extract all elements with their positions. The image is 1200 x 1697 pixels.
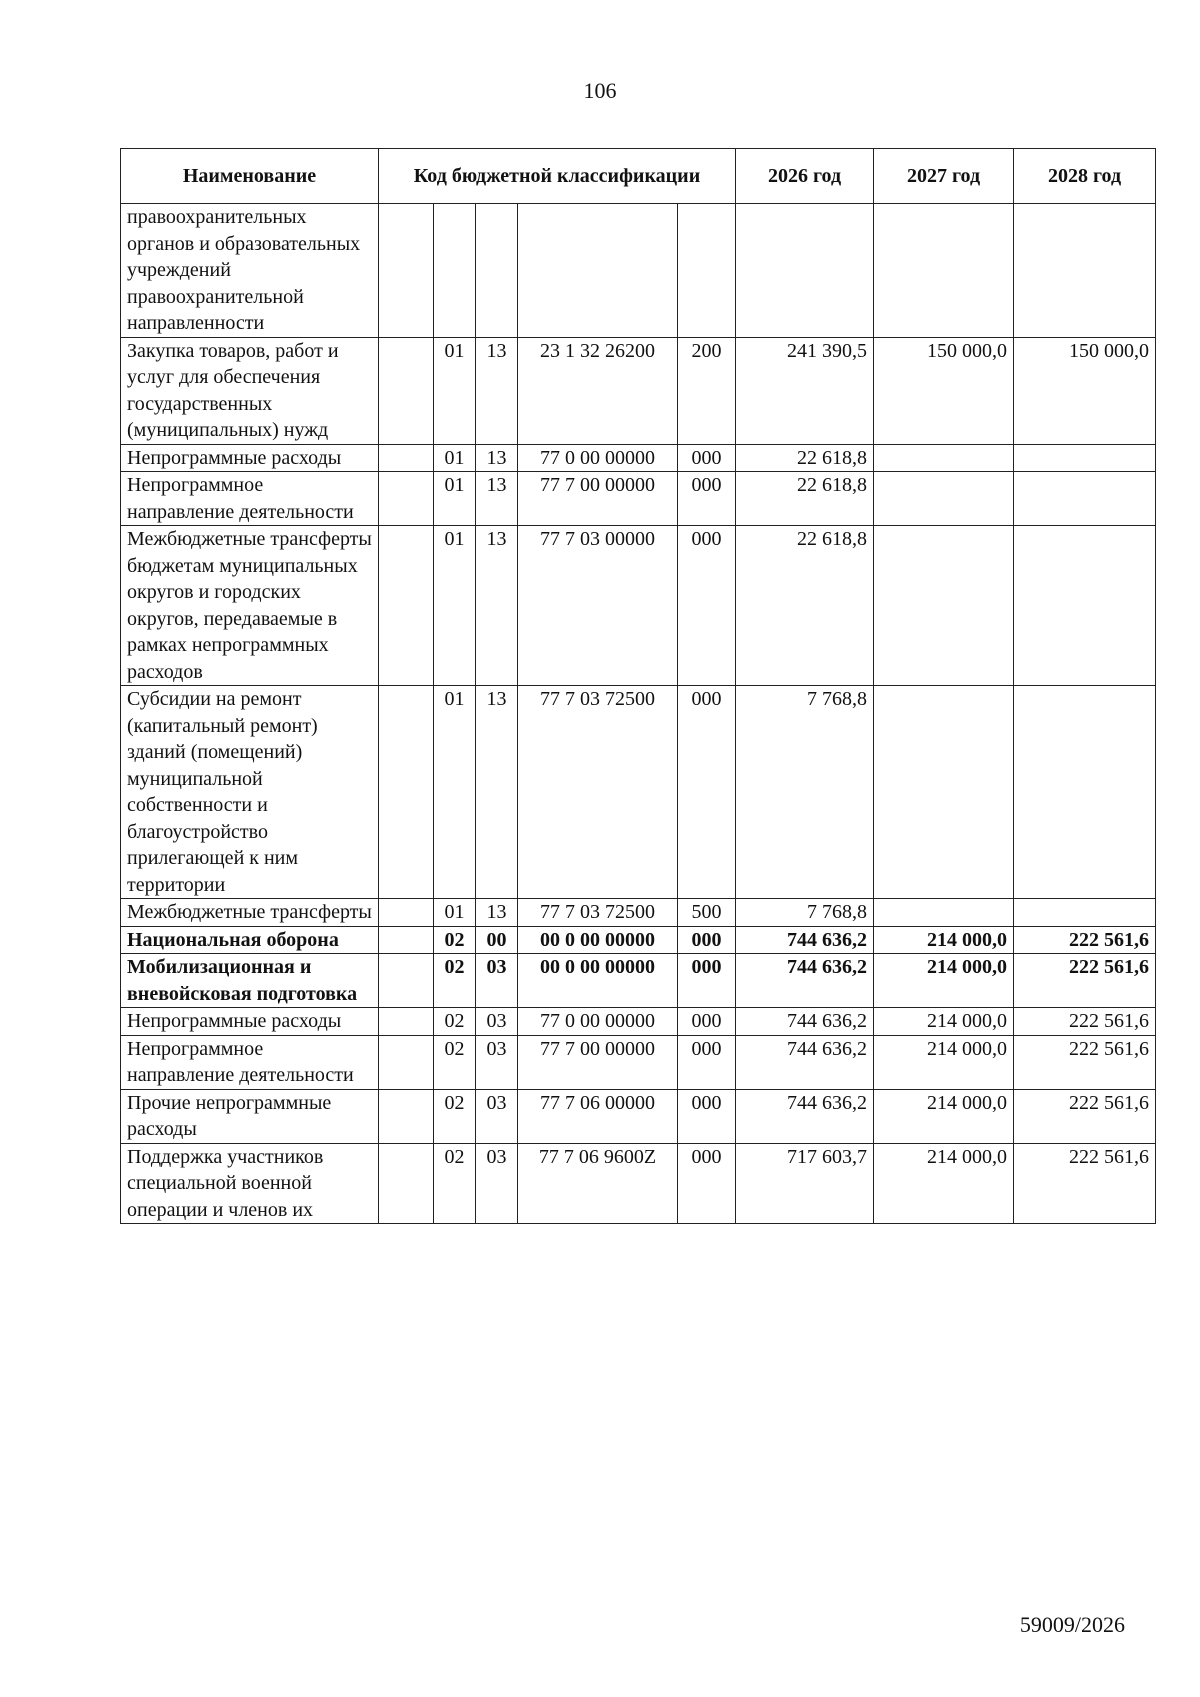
row-name: правоохранительных органов и образовательных учреждений правоохранительной направленности: [121, 204, 379, 338]
row-value-2027: [874, 472, 1014, 526]
row-value-2027: [874, 204, 1014, 338]
table-row: [121, 1008, 1156, 1036]
row-value-2028: [1014, 686, 1156, 899]
row-target-article: 77 0 00 00000: [518, 1008, 678, 1036]
row-empty-cell: [379, 472, 434, 526]
row-value-2027: 214 000,0: [874, 1143, 1014, 1224]
row-name: Поддержка участников специальной военной операции и членов их: [121, 1143, 379, 1224]
row-razdel: 02: [434, 1008, 476, 1036]
row-expense-type: 500: [678, 899, 736, 927]
row-value-2027: 214 000,0: [874, 954, 1014, 1008]
row-empty-cell: [379, 926, 434, 954]
row-value-2027: 214 000,0: [874, 926, 1014, 954]
row-value-2028: 222 561,6: [1014, 954, 1156, 1008]
row-empty-cell: [379, 444, 434, 472]
row-razdel: 01: [434, 899, 476, 927]
row-podrazdel: 13: [476, 337, 518, 444]
row-empty-cell: [379, 526, 434, 686]
row-value-2026: 744 636,2: [736, 926, 874, 954]
row-expense-type: 000: [678, 1035, 736, 1089]
row-expense-type: 000: [678, 472, 736, 526]
row-podrazdel: 03: [476, 1008, 518, 1036]
row-value-2027: 150 000,0: [874, 337, 1014, 444]
row-razdel: 02: [434, 1089, 476, 1143]
row-name: Межбюджетные трансферты: [121, 899, 379, 927]
table-row: [121, 1035, 1156, 1089]
row-razdel: 02: [434, 926, 476, 954]
row-expense-type: 000: [678, 1143, 736, 1224]
row-value-2027: [874, 444, 1014, 472]
row-value-2026: 744 636,2: [736, 1035, 874, 1089]
row-razdel: 02: [434, 1143, 476, 1224]
row-razdel: 01: [434, 472, 476, 526]
table-row: [121, 926, 1156, 954]
row-value-2026: 7 768,8: [736, 686, 874, 899]
table-header-row: [121, 149, 1156, 204]
row-expense-type: 000: [678, 1089, 736, 1143]
table-row: [121, 204, 1156, 338]
table-row: [121, 526, 1156, 686]
row-value-2026: 7 768,8: [736, 899, 874, 927]
row-value-2027: [874, 686, 1014, 899]
row-expense-type: 000: [678, 1008, 736, 1036]
page-number: 106: [583, 78, 617, 103]
row-podrazdel: 13: [476, 526, 518, 686]
row-razdel: 02: [434, 1035, 476, 1089]
row-podrazdel: 03: [476, 1143, 518, 1224]
row-target-article: 77 7 03 72500: [518, 899, 678, 927]
row-name: Непрограммные расходы: [121, 1008, 379, 1036]
row-razdel: 01: [434, 526, 476, 686]
table-row: [121, 444, 1156, 472]
row-name: Непрограммное направление деятельности: [121, 1035, 379, 1089]
row-target-article: [518, 204, 678, 338]
row-target-article: 77 7 03 00000: [518, 526, 678, 686]
table-body: [121, 204, 1156, 1224]
row-value-2028: [1014, 204, 1156, 338]
table-row: [121, 1089, 1156, 1143]
table-row: [121, 954, 1156, 1008]
row-value-2027: 214 000,0: [874, 1035, 1014, 1089]
row-razdel: 01: [434, 686, 476, 899]
table-row: [121, 472, 1156, 526]
row-value-2027: [874, 899, 1014, 927]
row-expense-type: [678, 204, 736, 338]
row-value-2028: 222 561,6: [1014, 1035, 1156, 1089]
row-empty-cell: [379, 954, 434, 1008]
row-target-article: 77 7 06 9600Z: [518, 1143, 678, 1224]
row-value-2027: 214 000,0: [874, 1008, 1014, 1036]
table-row: [121, 899, 1156, 927]
header-2028: 2028 год: [1014, 149, 1156, 204]
row-value-2026: 22 618,8: [736, 526, 874, 686]
row-value-2026: 22 618,8: [736, 444, 874, 472]
row-empty-cell: [379, 899, 434, 927]
row-value-2026: 22 618,8: [736, 472, 874, 526]
row-name: Субсидии на ремонт (капитальный ремонт) зданий (помещений) муниципальной собственности и благоустройство прилегающей к ним территории: [121, 686, 379, 899]
budget-table: [120, 148, 1156, 1224]
table-row: [121, 337, 1156, 444]
row-name: Непрограммные расходы: [121, 444, 379, 472]
row-value-2027: [874, 526, 1014, 686]
row-empty-cell: [379, 204, 434, 338]
row-expense-type: 000: [678, 526, 736, 686]
row-expense-type: 000: [678, 686, 736, 899]
row-value-2028: 222 561,6: [1014, 1089, 1156, 1143]
table-row: [121, 1143, 1156, 1224]
row-value-2028: [1014, 526, 1156, 686]
row-value-2026: [736, 204, 874, 338]
row-name: Закупка товаров, работ и услуг для обеспечения государственных (муниципальных) нужд: [121, 337, 379, 444]
row-expense-type: 000: [678, 954, 736, 1008]
row-expense-type: 000: [678, 444, 736, 472]
row-expense-type: 200: [678, 337, 736, 444]
row-podrazdel: 13: [476, 686, 518, 899]
row-target-article: 00 0 00 00000: [518, 954, 678, 1008]
document-number: 59009/2026: [1019, 1612, 1125, 1637]
row-target-article: 77 7 06 00000: [518, 1089, 678, 1143]
row-value-2028: [1014, 444, 1156, 472]
row-name: Мобилизационная и вневойсковая подготовка: [121, 954, 379, 1008]
row-value-2026: 744 636,2: [736, 954, 874, 1008]
row-podrazdel: 00: [476, 926, 518, 954]
row-razdel: [434, 204, 476, 338]
row-expense-type: 000: [678, 926, 736, 954]
row-podrazdel: 03: [476, 1035, 518, 1089]
row-razdel: 01: [434, 444, 476, 472]
table-row: [121, 686, 1156, 899]
header-code: Код бюджетной классификации: [379, 149, 736, 204]
row-name: Межбюджетные трансферты бюджетам муниципальных округов и городских округов, передаваемые в рамках непрограммных расходов: [121, 526, 379, 686]
row-podrazdel: 13: [476, 899, 518, 927]
header-2026: 2026 год: [736, 149, 874, 204]
row-value-2026: 241 390,5: [736, 337, 874, 444]
row-name: Национальная оборона: [121, 926, 379, 954]
row-empty-cell: [379, 337, 434, 444]
row-value-2028: [1014, 472, 1156, 526]
row-target-article: 77 7 00 00000: [518, 1035, 678, 1089]
row-empty-cell: [379, 686, 434, 899]
row-target-article: 77 7 00 00000: [518, 472, 678, 526]
row-razdel: 02: [434, 954, 476, 1008]
row-value-2026: 717 603,7: [736, 1143, 874, 1224]
header-2027: 2027 год: [874, 149, 1014, 204]
row-empty-cell: [379, 1035, 434, 1089]
row-target-article: 23 1 32 26200: [518, 337, 678, 444]
row-empty-cell: [379, 1008, 434, 1036]
row-value-2026: 744 636,2: [736, 1089, 874, 1143]
row-target-article: 00 0 00 00000: [518, 926, 678, 954]
row-empty-cell: [379, 1143, 434, 1224]
row-value-2028: 222 561,6: [1014, 1143, 1156, 1224]
row-name: Прочие непрограммные расходы: [121, 1089, 379, 1143]
row-value-2028: 150 000,0: [1014, 337, 1156, 444]
row-razdel: 01: [434, 337, 476, 444]
row-value-2026: 744 636,2: [736, 1008, 874, 1036]
header-name: Наименование: [121, 149, 379, 204]
row-value-2028: [1014, 899, 1156, 927]
row-target-article: 77 0 00 00000: [518, 444, 678, 472]
row-podrazdel: 13: [476, 444, 518, 472]
row-podrazdel: 13: [476, 472, 518, 526]
row-target-article: 77 7 03 72500: [518, 686, 678, 899]
row-name: Непрограммное направление деятельности: [121, 472, 379, 526]
row-value-2027: 214 000,0: [874, 1089, 1014, 1143]
row-empty-cell: [379, 1089, 434, 1143]
row-podrazdel: 03: [476, 1089, 518, 1143]
row-podrazdel: [476, 204, 518, 338]
row-value-2028: 222 561,6: [1014, 926, 1156, 954]
row-podrazdel: 03: [476, 954, 518, 1008]
row-value-2028: 222 561,6: [1014, 1008, 1156, 1036]
